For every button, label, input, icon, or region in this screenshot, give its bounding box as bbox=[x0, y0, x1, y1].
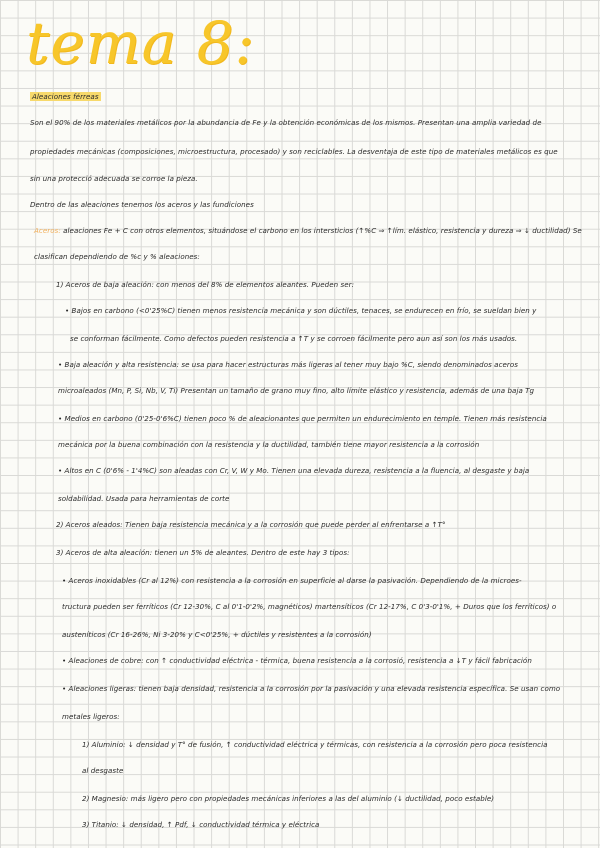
list-item: tructura pueden ser ferríticos (Cr 12-30%, C al 0'1-0'2%, magnéticos) martensíticos (Cr 12-17%, C 0'3-0'1%, + Duros que los ferríticos) o bbox=[62, 602, 557, 611]
list-item: • Aleaciones ligeras: tienen baja densidad, resistencia a la corrosión por la pasivación y una elevada resistencia específica. Se usan como bbox=[62, 684, 561, 693]
aceros-line-2: clasifican dependiendo de %c y % aleaciones: bbox=[34, 252, 200, 261]
list-item: al desgaste bbox=[82, 766, 124, 775]
list-item: 3) Titanio: ↓ densidad, ↑ Pdf, ↓ conductividad térmica y eléctrica bbox=[82, 820, 320, 829]
paragraph-line: Dentro de las aleaciones tenemos los aceros y las fundiciones bbox=[30, 200, 254, 209]
paragraph-line: Son el 90% de los materiales metálicos por la abundancia de Fe y la obtención económicas de los mismos. Presentan una amplia variedad de bbox=[30, 118, 542, 127]
page-title: tema 8: bbox=[26, 9, 256, 77]
list-item: soldabilidad. Usada para herramientas de corte bbox=[58, 494, 230, 503]
section-heading bbox=[30, 92, 101, 101]
aceros-text: aleaciones Fe + C con otros elementos, situándose el carbono en los intersticios (↑%C ⇒ ↑lím. elástico, resistencia y dureza ⇒ ↓ ductilidad) Se bbox=[63, 226, 582, 235]
list-item: 1) Aceros de baja aleación: con menos del 8% de elementos aleantes. Pueden ser: bbox=[56, 280, 355, 289]
list-item: • Aceros inoxidables (Cr al 12%) con resistencia a la corrosión en superficie al darse la pasivación. Dependiendo de la microes- bbox=[62, 576, 522, 585]
list-item: austeníticos (Cr 16-26%, Ni 3-20% y C<0'25%, + dúctiles y resistentes a la corrosión) bbox=[62, 630, 372, 639]
aceros-label: Aceros: bbox=[34, 226, 61, 235]
list-item: • Bajos en carbono (<0'25%C) tienen menos resistencia mecánica y son dúctiles, tenaces, se endurecen en frío, se sueldan bien y bbox=[65, 306, 537, 315]
list-item: mecánica por la buena combinación con la resistencia y la ductilidad, también tiene mayor resistencia a la corrosión bbox=[58, 440, 480, 449]
aceros-definition bbox=[34, 226, 582, 235]
list-item: se conforman fácilmente. Como defectos pueden resistencia a ↑T y se corroen fácilmente pero aun así son los más usados. bbox=[70, 334, 518, 343]
paragraph-line: propiedades mecánicas (composiciones, microestructura, procesado) y son reciclables. La desventaja de este tipo de materiales metálicos es que bbox=[30, 147, 558, 156]
list-item: • Altos en C (0'6% - 1'4%C) son aleadas con Cr, V, W y Mo. Tienen una elevada dureza, resistencia a la fluencia, al desgaste y baja bbox=[58, 466, 530, 475]
list-item: • Medios en carbono (0'25-0'6%C) tienen poco % de aleacionantes que permiten un endurecimiento en temple. Tienen más resistencia bbox=[58, 414, 547, 423]
list-item: microaleados (Mn, P, Si, Nb, V, Ti) Presentan un tamaño de grano muy fino, alto límite elástico y resistencia, además de una baja Tg bbox=[58, 386, 535, 395]
list-item: • Aleaciones de cobre: con ↑ conductividad eléctrica - térmica, buena resistencia a la corrosió, resistencia a ↓T y fácil fabricación bbox=[62, 656, 532, 665]
list-item: 2) Magnesio: más ligero pero con propiedades mecánicas inferiores a las del aluminio (↓ ductilidad, poco estable) bbox=[82, 794, 495, 803]
list-item: 1) Aluminio: ↓ densidad y T° de fusión, ↑ conductividad eléctrica y térmicas, con resistencia a la corrosión pero poca resistencia bbox=[82, 740, 548, 749]
list-item: metales ligeros: bbox=[62, 712, 120, 721]
section-heading-text: Aleaciones férreas bbox=[32, 92, 99, 101]
list-item: • Baja aleación y alta resistencia: se usa para hacer estructuras más ligeras al tener muy bajo %C, siendo denominados aceros bbox=[58, 360, 519, 369]
list-item: 2) Aceros aleados: Tienen baja resistencia mecánica y a la corrosión que puede perder al enfrentarse a ↑T° bbox=[56, 520, 446, 529]
paragraph-line: sin una protecció adecuada se corroe la pieza. bbox=[30, 174, 198, 183]
list-item: 3) Aceros de alta aleación: tienen un 5% de aleantes. Dentro de este hay 3 tipos: bbox=[56, 548, 350, 557]
